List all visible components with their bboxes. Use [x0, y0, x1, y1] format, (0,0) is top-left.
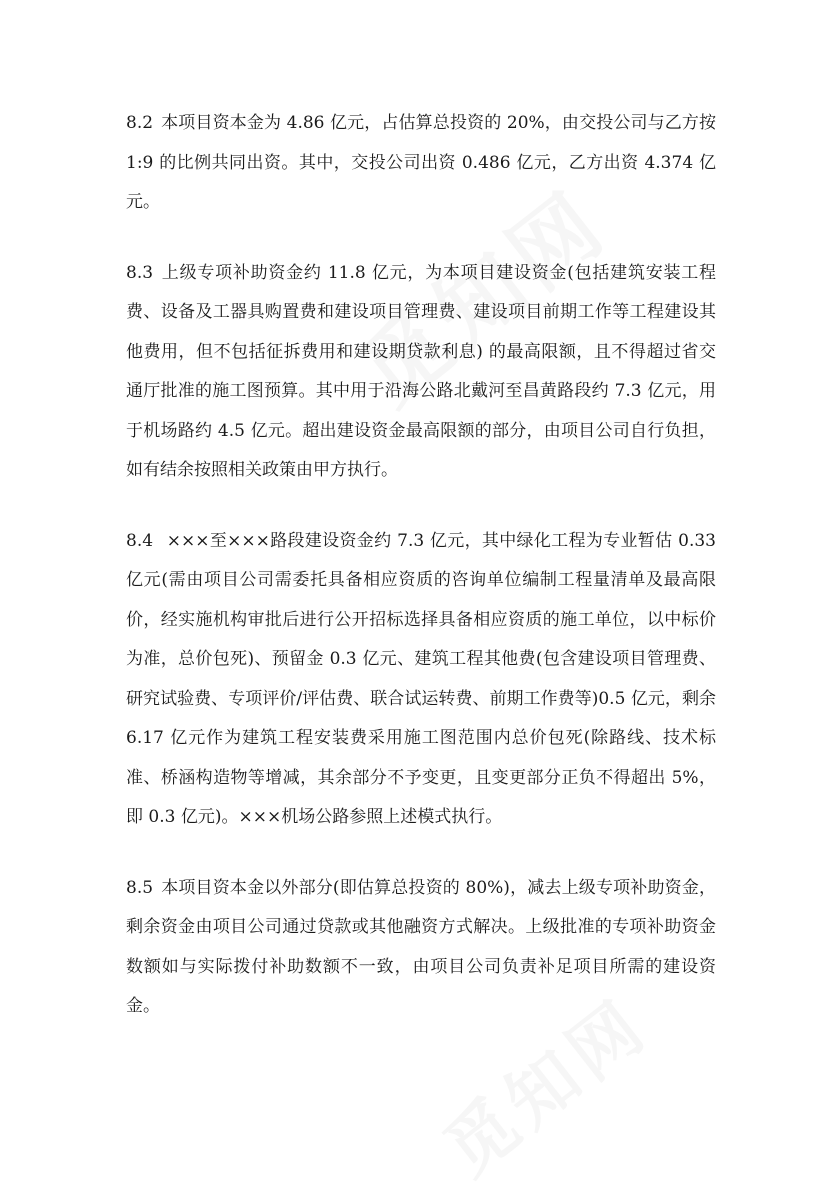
- clause-text: 上级专项补助资金约 11.8 亿元，为本项目建设资金(包括建筑安装工程费、设备及工器具购置费和建设项目管理费、建设项目前期工作等工程建设其他费用，但不包括征拆费用和建设期贷款利息) 的最高限额，且不得超过省交通厅批准的施工图预算。其中用于沿海公路北戴河至昌黄路段约 7.3 亿元，用于机场路约 4.5 亿元。超出建设资金最高限额的部分，由项目公司自行负担，如有结余按照相关政策由甲方执行。: [126, 262, 716, 480]
- document-body: [126, 104, 716, 1058]
- clause-8-5: [126, 869, 716, 1027]
- clause-number: 8.5: [126, 877, 154, 898]
- clause-text: ×××至×××路段建设资金约 7.3 亿元，其中绿化工程为专业暂估 0.33 亿元(需由项目公司需委托具备相应资质的咨询单位编制工程量清单及最高限价，经实施机构审批后进行公开招标选择具备相应资质的施工单位，以中标价为准，总价包死)、预留金 0.3 亿元、建筑工程其他费(包含建设项目管理费、研究试验费、专项评价/评估费、联合试运转费、前期工作费等)0.5 亿元，剩余 6.17 亿元作为建筑工程安装费采用施工图范围内总价包死(除路线、技术标准、桥涵构造物等增减，其余部分不予变更，且变更部分正负不得超出 5%，即 0.3 亿元)。×××机场公路参照上述模式执行。: [126, 530, 716, 827]
- clause-8-2: [126, 104, 716, 223]
- clause-number: 8.3: [126, 262, 154, 283]
- clause-8-4: [126, 522, 716, 838]
- clause-number: 8.2: [126, 113, 154, 133]
- clause-number: 8.4: [126, 530, 154, 551]
- clause-text: 本项目资本金为 4.86 亿元，占估算总投资的 20%，由交投公司与乙方按 1:9 的比例共同出资。其中，交投公司出资 0.486 亿元，乙方出资 4.374 亿元。: [126, 113, 716, 212]
- clause-8-3: [126, 254, 716, 491]
- clause-text: 本项目资本金以外部分(即估算总投资的 80%)，减去上级专项补助资金，剩余资金由项目公司通过贷款或其他融资方式解决。上级批准的专项补助资金数额如与实际拨付补助数额不一致，由项目公司负责补足项目所需的建设资金。: [126, 877, 716, 1016]
